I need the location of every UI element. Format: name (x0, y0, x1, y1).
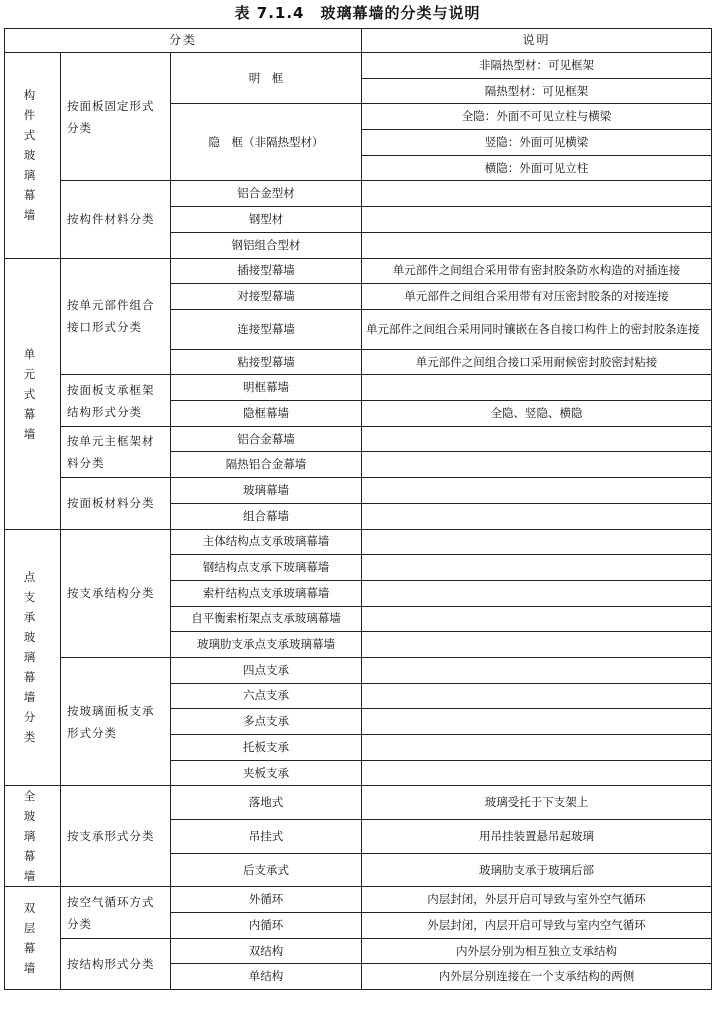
description-cell: 全隐：外面不可见立柱与横梁 (362, 104, 712, 130)
description-cell (362, 580, 712, 606)
description-cell (362, 555, 712, 581)
type-cell: 组合幕墙 (171, 503, 362, 529)
type-cell: 落地式 (171, 786, 362, 820)
description-cell: 全隐、竖隐、横隐 (362, 401, 712, 427)
table-row (5, 887, 712, 913)
description-cell: 用吊挂装置悬吊起玻璃 (362, 820, 712, 854)
type-cell: 隐框幕墙 (171, 401, 362, 427)
type-cell: 对接型幕墙 (171, 284, 362, 310)
description-cell (362, 452, 712, 478)
type-cell: 玻璃肋支承点支承玻璃幕墙 (171, 632, 362, 658)
description-cell (362, 529, 712, 555)
subcategory-cell: 按结构形式分类 (61, 938, 171, 989)
type-cell: 双结构 (171, 938, 362, 964)
description-cell: 单元部件之间组合采用带有密封胶条防水构造的对插连接 (362, 258, 712, 284)
description-cell: 非隔热型材：可见框架 (362, 53, 712, 79)
description-cell (362, 426, 712, 452)
description-cell: 横隐：外面可见立柱 (362, 155, 712, 181)
category-cell: 全 玻 璃 幕 墙 (5, 786, 61, 887)
description-cell: 玻璃受托于下支架上 (362, 786, 712, 820)
description-cell (362, 632, 712, 658)
description-cell: 内外层分别为相互独立支承结构 (362, 938, 712, 964)
category-cell: 点 支 承 玻 璃 幕 墙 分 类 (5, 529, 61, 786)
table-row (5, 938, 712, 964)
subcategory-cell: 按支承结构分类 (61, 529, 171, 657)
type-cell: 钢铝组合型材 (171, 232, 362, 258)
type-cell: 明框幕墙 (171, 375, 362, 401)
category-cell: 单 元 式 幕 墙 (5, 258, 61, 529)
category-cell: 双 层 幕 墙 (5, 887, 61, 990)
table-row (5, 426, 712, 452)
type-cell: 主体结构点支承玻璃幕墙 (171, 529, 362, 555)
type-cell: 六点支承 (171, 683, 362, 709)
type-cell: 玻璃幕墙 (171, 478, 362, 504)
type-cell: 托板支承 (171, 735, 362, 761)
type-cell: 外循环 (171, 887, 362, 913)
description-cell: 玻璃肋支承于玻璃后部 (362, 853, 712, 887)
table-title: 表 7.1.4 玻璃幕墙的分类与说明 (234, 4, 481, 22)
description-cell (362, 232, 712, 258)
table-row (5, 786, 712, 820)
description-cell (362, 709, 712, 735)
subcategory-cell: 按面板材料分类 (61, 478, 171, 529)
description-cell (362, 606, 712, 632)
description-cell (362, 683, 712, 709)
header-description: 说明 (362, 29, 712, 53)
type-cell: 明 框 (171, 53, 362, 104)
type-cell: 单结构 (171, 964, 362, 990)
subcategory-cell: 按面板固定形式分类 (61, 53, 171, 181)
type-cell: 索杆结构点支承玻璃幕墙 (171, 580, 362, 606)
type-cell: 插接型幕墙 (171, 258, 362, 284)
type-cell: 自平衡索桁架点支承玻璃幕墙 (171, 606, 362, 632)
description-cell: 单元部件之间组合采用同时镶嵌在各自接口构件上的密封胶条连接 (362, 309, 712, 349)
subcategory-cell: 按玻璃面板支承形式分类 (61, 657, 171, 785)
subcategory-cell: 按单元部件组合接口形式分类 (61, 258, 171, 375)
type-cell: 四点支承 (171, 657, 362, 683)
description-cell (362, 181, 712, 207)
description-cell: 竖隐：外面可见横梁 (362, 130, 712, 156)
type-cell: 隐 框（非隔热型材） (171, 104, 362, 181)
category-cell: 构 件 式 玻 璃 幕 墙 (5, 53, 61, 259)
type-cell: 铝合金型材 (171, 181, 362, 207)
description-cell: 内层封闭，外层开启可导致与室外空气循环 (362, 887, 712, 913)
description-cell: 单元部件之间组合接口采用耐候密封胶密封粘接 (362, 349, 712, 375)
description-cell: 外层封闭，内层开启可导致与室内空气循环 (362, 913, 712, 939)
subcategory-cell: 按空气循环方式分类 (61, 887, 171, 938)
type-cell: 夹板支承 (171, 760, 362, 786)
description-cell (362, 375, 712, 401)
type-cell: 粘接型幕墙 (171, 349, 362, 375)
type-cell: 多点支承 (171, 709, 362, 735)
header-category: 分类 (5, 29, 362, 53)
table-row (5, 181, 712, 207)
description-cell: 隔热型材：可见框架 (362, 78, 712, 104)
table-row (5, 529, 712, 555)
description-cell (362, 478, 712, 504)
type-cell: 钢结构点支承下玻璃幕墙 (171, 555, 362, 581)
type-cell: 隔热铝合金幕墙 (171, 452, 362, 478)
type-cell: 铝合金幕墙 (171, 426, 362, 452)
type-cell: 后支承式 (171, 853, 362, 887)
type-cell: 连接型幕墙 (171, 309, 362, 349)
subcategory-cell: 按构件材料分类 (61, 181, 171, 258)
table-row (5, 657, 712, 683)
type-cell: 内循环 (171, 913, 362, 939)
table-row (5, 258, 712, 284)
table-body (5, 53, 712, 990)
table-row (5, 375, 712, 401)
description-cell (362, 207, 712, 233)
subcategory-cell: 按单元主框架材料分类 (61, 426, 171, 477)
type-cell: 钢型材 (171, 207, 362, 233)
description-cell (362, 735, 712, 761)
description-cell (362, 760, 712, 786)
type-cell: 吊挂式 (171, 820, 362, 854)
classification-table (4, 28, 712, 990)
table-row (5, 53, 712, 79)
description-cell: 单元部件之间组合采用带有对压密封胶条的对接连接 (362, 284, 712, 310)
header-row (5, 29, 712, 53)
subcategory-cell: 按面板支承框架结构形式分类 (61, 375, 171, 426)
description-cell (362, 657, 712, 683)
subcategory-cell: 按支承形式分类 (61, 786, 171, 887)
description-cell (362, 503, 712, 529)
description-cell: 内外层分别连接在一个支承结构的两侧 (362, 964, 712, 990)
table-row (5, 478, 712, 504)
